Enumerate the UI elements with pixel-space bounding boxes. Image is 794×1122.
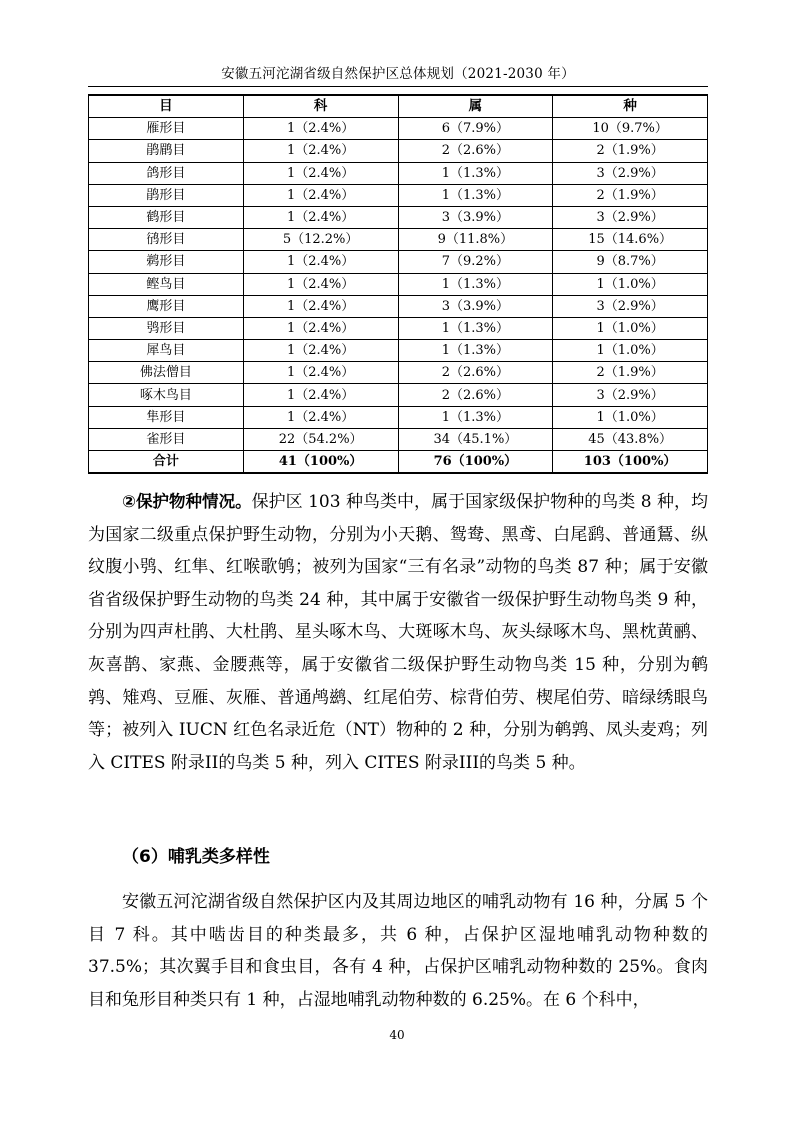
species-cell: 15（14.6%） xyxy=(553,229,708,251)
genus-cell: 9（11.8%） xyxy=(398,229,553,251)
column-header-species: 种 xyxy=(553,95,708,118)
total-family-cell: 41（100%） xyxy=(243,451,398,474)
paragraph-lead: ②保护物种情况。 xyxy=(122,492,252,511)
genus-cell: 1（1.3%） xyxy=(398,317,553,339)
table-row xyxy=(89,273,708,295)
family-cell: 1（2.4%） xyxy=(243,406,398,428)
table-row xyxy=(89,317,708,339)
table-row xyxy=(89,251,708,273)
order-cell: 犀鸟目 xyxy=(89,340,244,362)
table-row xyxy=(89,162,708,184)
order-cell: 鲣鸟目 xyxy=(89,273,244,295)
column-header-genus: 属 xyxy=(398,95,553,118)
order-cell: 鸮形目 xyxy=(89,317,244,339)
column-header-family: 科 xyxy=(243,95,398,118)
genus-cell: 1（1.3%） xyxy=(398,340,553,362)
species-cell: 10（9.7%） xyxy=(553,118,708,140)
species-cell: 2（1.9%） xyxy=(553,362,708,384)
table-row xyxy=(89,229,708,251)
page-number: 40 xyxy=(389,1028,405,1042)
order-cell: 鹈形目 xyxy=(89,251,244,273)
species-cell: 3（2.9%） xyxy=(553,295,708,317)
table-header-row xyxy=(89,95,708,118)
genus-cell: 2（2.6%） xyxy=(398,384,553,406)
total-species-cell: 103（100%） xyxy=(553,451,708,474)
species-cell: 2（1.9%） xyxy=(553,140,708,162)
section-heading-mammals: （6）哺乳类多样性 xyxy=(122,847,270,867)
table-row xyxy=(89,406,708,428)
table-total-row xyxy=(89,451,708,474)
genus-cell: 3（3.9%） xyxy=(398,206,553,228)
genus-cell: 2（2.6%） xyxy=(398,362,553,384)
order-cell: 隼形目 xyxy=(89,406,244,428)
order-cell: 鸽形目 xyxy=(89,162,244,184)
order-cell: 啄木鸟目 xyxy=(89,384,244,406)
order-cell: 雁形目 xyxy=(89,118,244,140)
order-cell: 佛法僧目 xyxy=(89,362,244,384)
family-cell: 1（2.4%） xyxy=(243,295,398,317)
family-cell: 1（2.4%） xyxy=(243,273,398,295)
genus-cell: 1（1.3%） xyxy=(398,184,553,206)
paragraph-body: 保护区 103 种鸟类中，属于国家级保护物种的鸟类 8 种，均为国家二级重点保护野生动物，分别为小天鹅、鸳鸯、黑鸢、白尾鹞、普通鵟、纵纹腹小鸮、红隼、红喉歌鸲；被列为国家“三有名录”动物的鸟类 87 种；属于安徽省省级保护野生动物的鸟类 24 种，其中属于安徽省一级保护野生动物鸟类 9 种，分别为四声杜鹃、大杜鹃、星头啄木鸟、大斑啄木鸟、灰头绿啄木鸟、黑枕黄鹂、灰喜鹊、家燕、金腰燕等，属于安徽省二级保护野生动物鸟类 15 种，分别为鹌鹑、雉鸡、豆雁、灰雁、普通鸬鹚、红尾伯劳、棕背伯劳、楔尾伯劳、暗绿绣眼鸟等；被列入 IUCN 红色名录近危（NT）物种的 2 种，分别为鹌鹑、凤头麦鸡；列入 CITES 附录II的鸟类 5 种，列入 CITES 附录III的鸟类 5 种。 xyxy=(88,492,708,773)
family-cell: 1（2.4%） xyxy=(243,362,398,384)
table-row xyxy=(89,384,708,406)
family-cell: 1（2.4%） xyxy=(243,162,398,184)
genus-cell: 1（1.3%） xyxy=(398,162,553,184)
species-cell: 3（2.9%） xyxy=(553,384,708,406)
table-row xyxy=(89,118,708,140)
order-cell: 鹤形目 xyxy=(89,206,244,228)
species-cell: 1（1.0%） xyxy=(553,317,708,339)
family-cell: 1（2.4%） xyxy=(243,184,398,206)
species-cell: 3（2.9%） xyxy=(553,206,708,228)
genus-cell: 2（2.6%） xyxy=(398,140,553,162)
family-cell: 1（2.4%） xyxy=(243,317,398,339)
family-cell: 1（2.4%） xyxy=(243,340,398,362)
genus-cell: 1（1.3%） xyxy=(398,273,553,295)
family-cell: 1（2.4%） xyxy=(243,251,398,273)
bird-order-table xyxy=(88,94,708,474)
table-row xyxy=(89,362,708,384)
genus-cell: 34（45.1%） xyxy=(398,428,553,450)
table-row xyxy=(89,340,708,362)
total-order-cell: 合计 xyxy=(89,451,244,474)
table-row xyxy=(89,428,708,450)
species-cell: 9（8.7%） xyxy=(553,251,708,273)
species-cell: 2（1.9%） xyxy=(553,184,708,206)
genus-cell: 1（1.3%） xyxy=(398,406,553,428)
order-cell: 鹃鹛目 xyxy=(89,140,244,162)
family-cell: 1（2.4%） xyxy=(243,206,398,228)
mammal-diversity-paragraph: 安徽五河沱湖省级自然保护区内及其周边地区的哺乳动物有 16 种，分属 5 个目 7 科。其中啮齿目的种类最多，共 6 种，占保护区湿地哺乳动物种数的 37.5%；其次翼手目和食虫目，各有 4 种，占保护区哺乳动物种数的 25%。食肉目和兔形目种类只有 1 种，占湿地哺乳动物种数的 6.25%。在 6 个科中， xyxy=(88,892,708,1010)
order-cell: 雀形目 xyxy=(89,428,244,450)
total-genus-cell: 76（100%） xyxy=(398,451,553,474)
species-cell: 1（1.0%） xyxy=(553,273,708,295)
protected-species-paragraph xyxy=(88,486,708,779)
order-cell: 鸻形目 xyxy=(89,229,244,251)
species-cell: 3（2.9%） xyxy=(553,162,708,184)
header-divider xyxy=(88,86,708,87)
family-cell: 1（2.4%） xyxy=(243,118,398,140)
genus-cell: 6（7.9%） xyxy=(398,118,553,140)
order-cell: 鹃形目 xyxy=(89,184,244,206)
table-row xyxy=(89,140,708,162)
family-cell: 1（2.4%） xyxy=(243,140,398,162)
species-cell: 1（1.0%） xyxy=(553,406,708,428)
table-row xyxy=(89,184,708,206)
column-header-order: 目 xyxy=(89,95,244,118)
species-cell: 45（43.8%） xyxy=(553,428,708,450)
page-header: 安徽五河沱湖省级自然保护区总体规划（2021-2030 年） xyxy=(221,66,575,82)
table-row xyxy=(89,206,708,228)
table-row xyxy=(89,295,708,317)
order-cell: 鹰形目 xyxy=(89,295,244,317)
species-cell: 1（1.0%） xyxy=(553,340,708,362)
genus-cell: 7（9.2%） xyxy=(398,251,553,273)
genus-cell: 3（3.9%） xyxy=(398,295,553,317)
family-cell: 1（2.4%） xyxy=(243,384,398,406)
family-cell: 5（12.2%） xyxy=(243,229,398,251)
family-cell: 22（54.2%） xyxy=(243,428,398,450)
